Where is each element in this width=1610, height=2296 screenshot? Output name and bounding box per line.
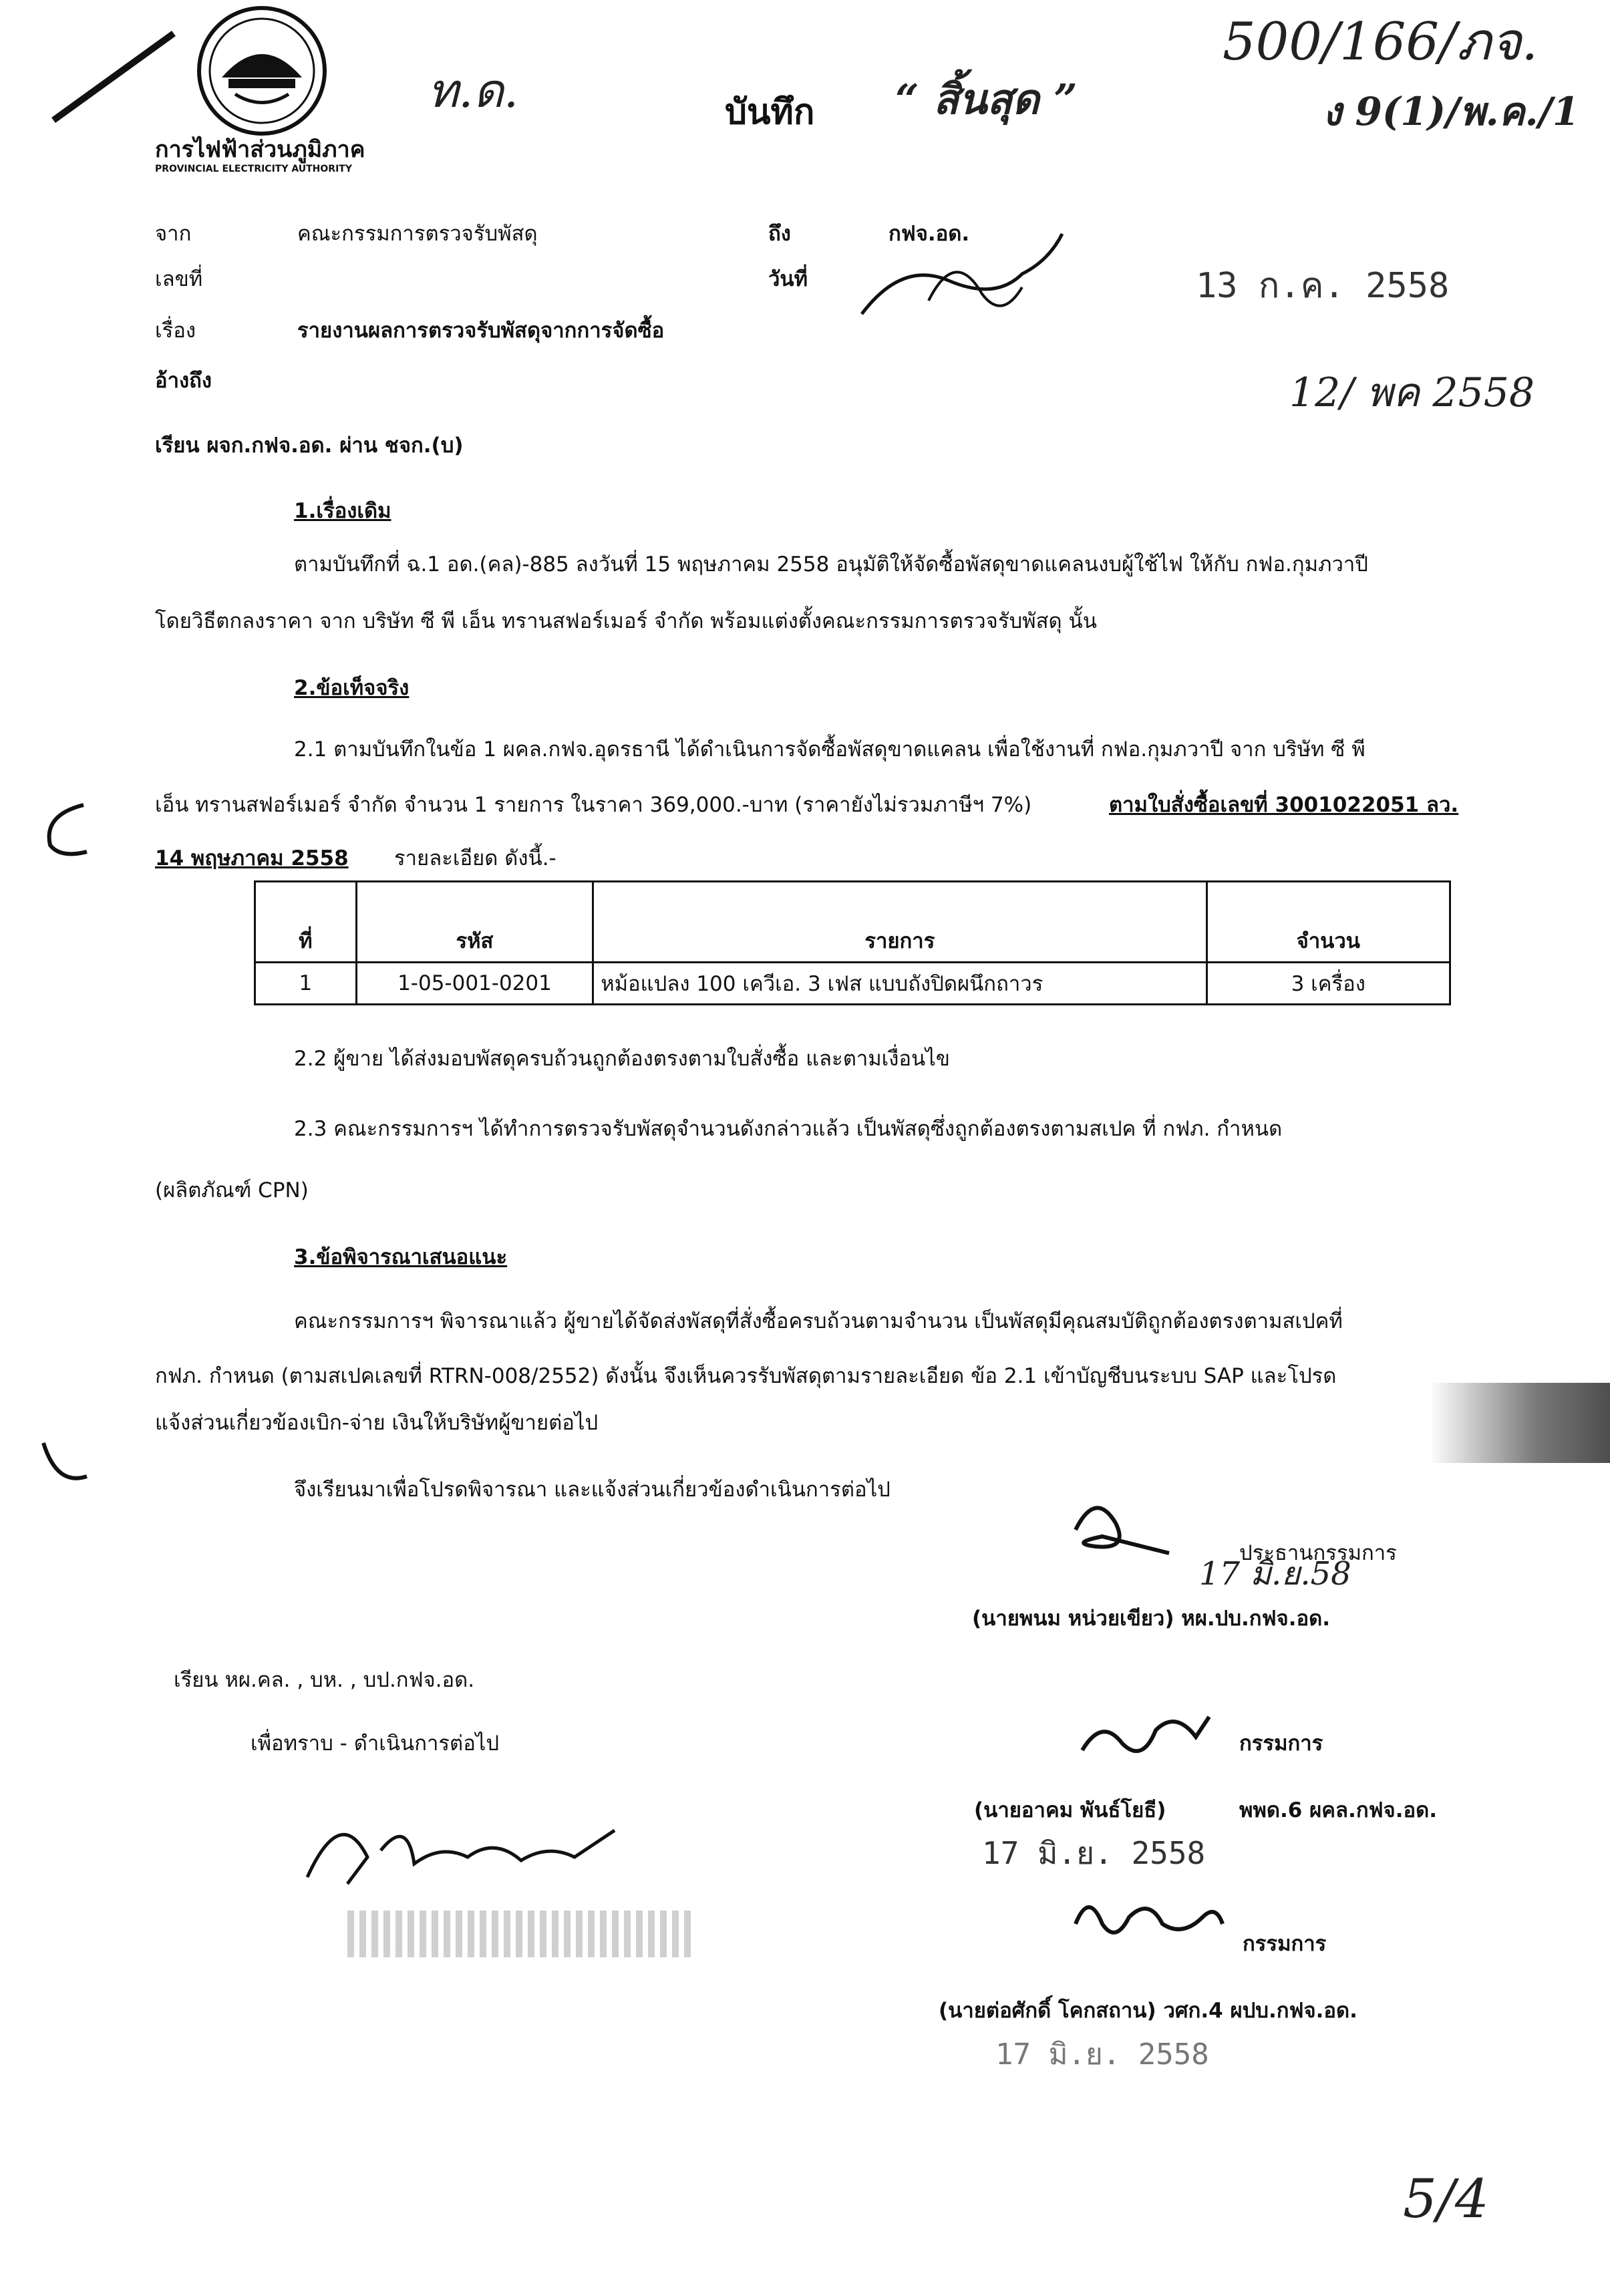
pea-logo: [195, 4, 329, 138]
table-header-row: [255, 882, 1450, 963]
date-signature: [848, 220, 1102, 334]
handwritten-initials: ท.ด.: [428, 63, 519, 118]
section2-p21-line3b: รายละเอียด ดังนี้.-: [394, 846, 556, 870]
punch-hole-lower: [37, 1430, 90, 1496]
chairman-name: (นายพนม หน่วยเขียว) หผ.ปบ.กฟจ.อด.: [972, 1607, 1330, 1631]
scan-mark-top: [40, 27, 194, 127]
to-label: ถึง: [768, 222, 791, 246]
committee1-position: พพด.6 ผคล.กฟจ.อด.: [1239, 1798, 1437, 1822]
section2-p23-line1: 2.3 คณะกรรมการฯ ได้ทำการตรวจรับพัสดุจำนวนดังกล่าวแล้ว เป็นพัสดุซึ่งถูกต้องตรงตามสเปค ที่ กฟภ. กำหนด: [294, 1117, 1283, 1141]
committee1-signature: [1069, 1697, 1223, 1770]
org-name-th: การไฟฟ้าส่วนภูมิภาค: [155, 136, 365, 163]
handwritten-top-ref: ง 9(1)/พ.ค./1: [1323, 89, 1580, 134]
table-row: [255, 963, 1450, 1005]
committee2-role: กรรมการ: [1243, 1932, 1327, 1956]
section2-p21-line2b: ตามใบสั่งซื้อเลขที่ 3001022051 ลว.: [1109, 793, 1459, 817]
date-label: วันที่: [768, 267, 808, 291]
reference-label: อ้างถึง: [155, 369, 212, 393]
committee1-role: กรรมการ: [1239, 1732, 1323, 1756]
approver-signature: [267, 1777, 668, 1911]
chairman-date: 17 มิ.ย.58: [1199, 1555, 1351, 1593]
table-header-no: ที่: [255, 882, 357, 963]
section3-line1: คณะกรรมการฯ พิจารณาแล้ว ผู้ขายได้จัดส่งพัสดุที่สั่งซื้อครบถ้วนตามจำนวน เป็นพัสดุมีคุณสมบัติถูกต้องตรงตามสเปคที่: [294, 1309, 1343, 1333]
chairman-signature: [1056, 1483, 1189, 1570]
committee1-date: 17 มิ.ย. 2558: [982, 1835, 1206, 1871]
table-cell-no: 1: [255, 963, 357, 1005]
subject-label: เรื่อง: [155, 319, 196, 343]
section3-line3: แจ้งส่วนเกี่ยวข้องเบิก-จ่าย เงินให้บริษัทผู้ขายต่อไป: [155, 1411, 599, 1435]
table-header-qty: จำนวน: [1206, 882, 1450, 963]
section1-line1: ตามบันทึกที่ ฉ.1 อด.(คล)-885 ลงวันที่ 15 พฤษภาคม 2558 อนุมัติให้จัดซื้อพัสดุขาดแคลนงบผู้ใช้ไฟ ให้กับ กฟอ.กุมภวาปี: [294, 552, 1368, 577]
section3-closing: จึงเรียนมาเพื่อโปรดพิจารณา และแจ้งส่วนเกี่ยวข้องดำเนินการต่อไป: [294, 1478, 891, 1502]
chairman-role: ประธานกรรมการ: [1239, 1541, 1397, 1565]
handwritten-received: 12/ พค 2558: [1289, 369, 1535, 416]
section2-p21-line2a: เอ็น ทรานสฟอร์เมอร์ จำกัด จำนวน 1 รายการ ในราคา 369,000.-บาท (ราคายังไม่รวมภาษีฯ 7%): [155, 793, 1032, 817]
table-header-code: รหัส: [356, 882, 593, 963]
faded-stamp: [347, 1911, 695, 1957]
section2-p23-line2: (ผลิตภัณฑ์ CPN): [155, 1178, 309, 1202]
punch-hole-upper: [37, 795, 90, 862]
committee1-name: (นายอาคม พันธ์โยธี): [974, 1798, 1166, 1822]
org-name-en: PROVINCIAL ELECTRICITY AUTHORITY: [155, 164, 352, 174]
routing-purpose: เพื่อทราบ - ดำเนินการต่อไป: [251, 1732, 500, 1756]
table-header-item: รายการ: [593, 882, 1206, 963]
section2-p21-line3a: 14 พฤษภาคม 2558: [155, 846, 349, 870]
salutation: เรียน ผจก.กฟจ.อด. ผ่าน ชจก.(บ): [155, 434, 464, 458]
table-cell-qty: 3 เครื่อง: [1206, 963, 1450, 1005]
committee2-signature: [1062, 1877, 1236, 1951]
number-label: เลขที่: [155, 267, 203, 291]
table-cell-item: หม้อแปลง 100 เควีเอ. 3 เฟส แบบถังปิดผนึกถาวร: [593, 963, 1206, 1005]
items-table: [254, 880, 1451, 1005]
section3-heading: 3.ข้อพิจารณาเสนอแนะ: [294, 1245, 508, 1269]
page-number: 5/4: [1403, 2168, 1489, 2230]
section2-p22: 2.2 ผู้ขาย ได้ส่งมอบพัสดุครบถ้วนถูกต้องตรงตามใบสั่งซื้อ และตามเงื่อนไข: [294, 1047, 950, 1071]
committee2-date: 17 มิ.ย. 2558: [995, 2037, 1209, 2072]
section1-line2: โดยวิธีตกลงราคา จาก บริษัท ซี พี เอ็น ทรานสฟอร์เมอร์ จำกัด พร้อมแต่งตั้งคณะกรรมการตรวจรับพัสดุ นั้น: [155, 609, 1097, 633]
handwritten-memo-word: “ สิ้นสุด ”: [895, 75, 1078, 124]
section1-heading: 1.เรื่องเดิม: [294, 499, 391, 523]
doc-type: บันทึก: [725, 92, 815, 132]
committee2-name: (นายต่อศักดิ์ โคกสถาน) วศก.4 ผปบ.กฟจ.อด.: [939, 1999, 1357, 2023]
table-cell-code: 1-05-001-0201: [356, 963, 593, 1005]
section2-p21-line1: 2.1 ตามบันทึกในข้อ 1 ผคล.กฟจ.อุดรธานี ได้ดำเนินการจัดซื้อพัสดุขาดแคลน เพื่อใช้งานที่ กฟอ.กุมภวาปี จาก บริษัท ซี พี: [294, 737, 1365, 762]
section3-line2: กฟภ. กำหนด (ตามสเปคเลขที่ RTRN-008/2552) ดังนั้น จึงเห็นควรรับพัสดุตามรายละเอียด ข้อ 2.1 เข้าบัญชีบนระบบ SAP และโปรด: [155, 1364, 1337, 1388]
from-value: คณะกรรมการตรวจรับพัสดุ: [297, 222, 538, 246]
section2-heading: 2.ข้อเท็จจริง: [294, 676, 410, 700]
to-value: กฟจ.อด.: [889, 222, 970, 246]
routing-to: เรียน หผ.คล. , บห. , บป.กฟจ.อด.: [174, 1668, 475, 1692]
subject-value: รายงานผลการตรวจรับพัสดุจากการจัดซื้อ: [297, 319, 665, 343]
date-stamp: 13 ก.ค. 2558: [1196, 266, 1450, 306]
from-label: จาก: [155, 222, 192, 246]
scan-shadow: [1430, 1383, 1610, 1463]
handwritten-top-number: 500/166/ภจ.: [1223, 12, 1539, 72]
